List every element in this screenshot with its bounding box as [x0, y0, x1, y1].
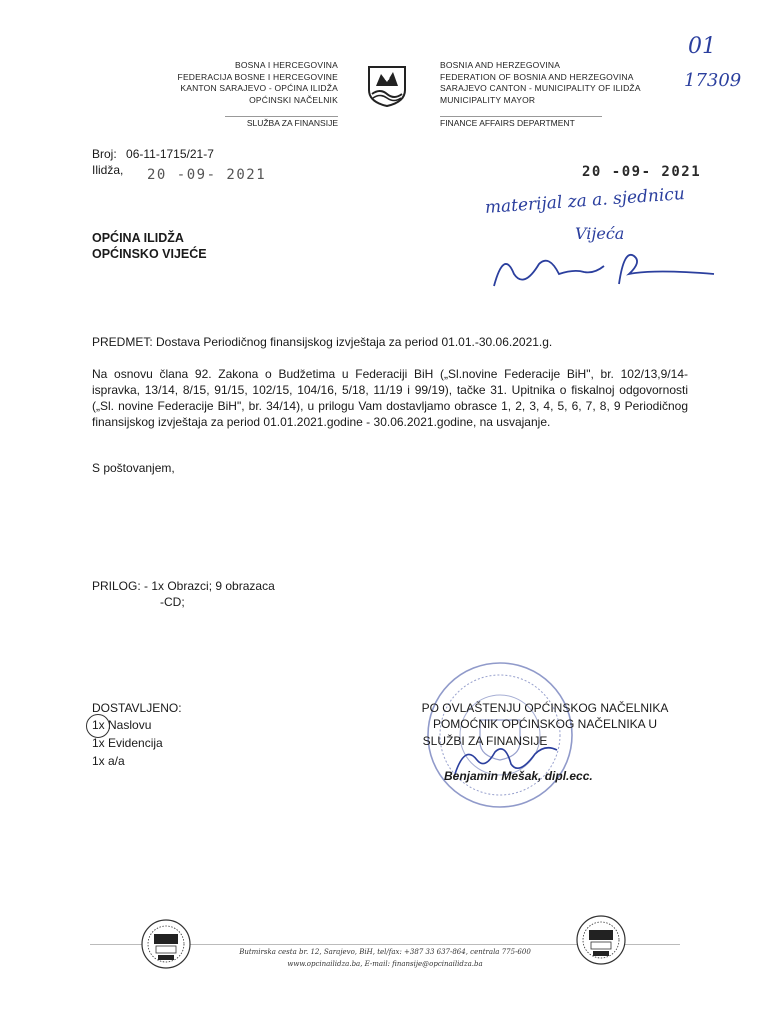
header-right-line: FEDERATION OF BOSNIA AND HERZEGOVINA — [440, 71, 634, 82]
reference-number — [92, 146, 214, 162]
certification-badge-icon — [575, 914, 627, 966]
footer-address-line: Butmirska cesta br. 12, Sarajevo, BiH, tel/fax: +387 33 637-864, centrala 775-600 — [239, 948, 531, 956]
delivered-item: 1x Evidencija — [92, 736, 163, 750]
signature-line3: SLUŽBI ZA FINANSIJE — [422, 734, 548, 748]
reference-place: Ilidža, — [92, 163, 124, 177]
signature-line1: PO OVLAŠTENJU OPĆINSKOG NAČELNIKA — [421, 701, 669, 715]
header-right-line: SARAJEVO CANTON - MUNICIPALITY OF ILIDŽA — [440, 83, 641, 93]
corner-note-number: 01 — [688, 34, 716, 59]
attachment-line2: -CD; — [160, 595, 185, 609]
reference-number-value: 06-11-1715/21-7 — [126, 147, 214, 161]
signature-line2: POMOĆNIK OPĆINSKOG NAČELNIKA U — [432, 717, 658, 731]
header-left-line: KANTON SARAJEVO - OPĆINA ILIDŽA — [180, 83, 338, 93]
footer-contact-line: www.opcinailidza.ba, E-mail: finansije@opcinailidza.ba — [287, 960, 483, 968]
header-left-department: SLUŽBA ZA FINANSIJE — [246, 118, 338, 128]
header-left-block — [130, 60, 338, 106]
body-paragraph: Na osnovu člana 92. Zakona o Budžetima u Federaciji BiH („Sl.novine Federacije BiH", br. 102/13,9/14-ispravka, 13/14, 8/15, 91/15, 102/15, 104/16, 5/18, 11/19 i 99/19), tačke 31. Upitnika o fiskalnoj odgovornosti („Sl. novine Federacije BiH", br. 34/14), u prilogu Vam dostavljamo obrasce 1, 2, 3, 4, 5, 6, 7, 8, 9 Periodičnog finansijskog izvještaja za period 01.01.2021.godine - 30.06.2021.godine, na usvajanje. — [92, 367, 688, 429]
delivered-item: 1x a/a — [92, 754, 125, 768]
handwritten-note-line2: Vijeća — [575, 224, 625, 243]
recipient-line1: OPĆINA ILIDŽA — [92, 231, 184, 245]
reference-number-label: Broj: — [92, 147, 117, 161]
date-stamp: 20 -09- 2021 — [147, 167, 267, 183]
received-date-stamp: 20 -09- 2021 — [582, 164, 702, 180]
coat-of-arms-icon — [366, 64, 408, 108]
certification-badge-icon — [140, 918, 192, 970]
handwritten-signature-icon — [484, 244, 724, 294]
closing-greeting: S poštovanjem, — [92, 461, 175, 475]
header-right-department: FINANCE AFFAIRS DEPARTMENT — [440, 118, 575, 128]
header-left-line: FEDERACIJA BOSNE I HERCEGOVINE — [177, 71, 338, 82]
handwritten-note-line1: materijal za a. sjednicu — [484, 184, 686, 218]
header-divider-left — [225, 116, 338, 117]
header-right-line: BOSNIA AND HERZEGOVINA — [440, 60, 561, 70]
signature-name: Benjamin Mešak, dipl.ecc. — [444, 769, 593, 783]
header-left-line: OPĆINSKI NAČELNIK — [249, 94, 338, 105]
footer-address — [200, 946, 570, 970]
header-divider-right — [440, 116, 602, 117]
recipient-line2: OPĆINSKO VIJEĆE — [92, 247, 207, 261]
header-left-line: BOSNA I HERCEGOVINA — [235, 60, 338, 70]
corner-note-registry: 17309 — [684, 70, 742, 91]
subject-line: PREDMET: Dostava Periodičnog finansijskog izvještaja za period 01.01.-30.06.2021.g. — [92, 335, 553, 349]
header-right-block — [440, 60, 680, 106]
attachment-line1: PRILOG: - 1x Obrazci; 9 obrazaca — [92, 579, 275, 593]
header-right-line: MUNICIPALITY MAYOR — [440, 94, 536, 105]
delivered-item: 1x Naslovu — [92, 718, 152, 732]
delivered-title: DOSTAVLJENO: — [92, 701, 182, 715]
